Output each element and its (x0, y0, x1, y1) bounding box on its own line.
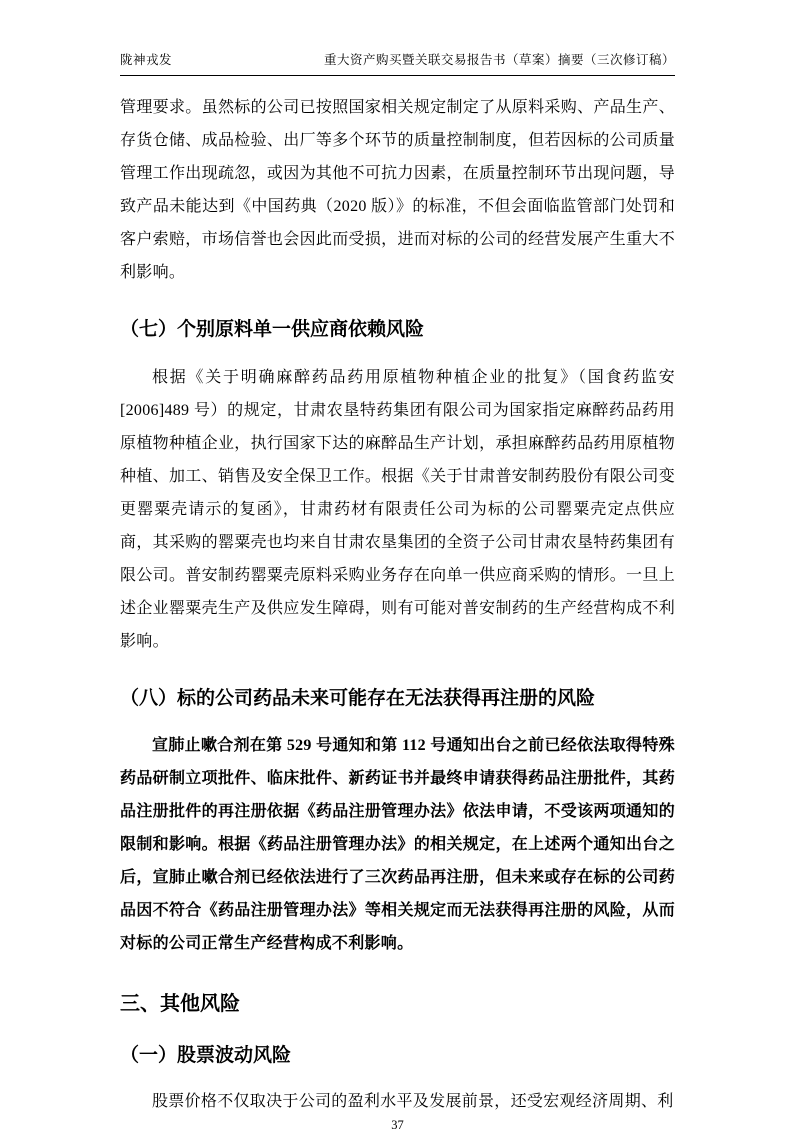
heading-chapter-3-other-risks: 三、其他风险 (120, 993, 240, 1016)
page-footer (120, 1118, 675, 1133)
paragraph-stock-volatility-intro: 股票价格不仅取决于公司的盈利水平及发展前景，还受宏观经济周期、利 (152, 1092, 674, 1110)
heading-section-7-single-supplier-risk: （七）个别原料单一供应商依赖风险 (120, 319, 425, 340)
page-header (120, 50, 675, 76)
header-company-name: 陇神戎发 (120, 53, 173, 67)
heading-stock-volatility-risk: （一）股票波动风险 (120, 1045, 292, 1067)
paragraph-single-supplier-risk: 根据《关于明确麻醉药品药用原植物种植企业的批复》（国食药监安[2006]489 号）的规定，甘肃农垦特药集团有限公司为国家指定麻醉药品药用原植物种植企业，执行国家下达的麻醉品生产计划，承担麻醉药品药用原植物种植、加工、销售及安全保卫工作。根据《关于甘肃普安制药股份有限公司变更罂粟壳请示的复函》，甘肃药材有限责任公司为标的公司罂粟壳定点供应商，其采购的罂粟壳也均来自甘肃农垦集团的全资子公司甘肃农垦特药集团有限公司。普安制药罂粟壳原料采购业务存在向单一供应商采购的情形。一旦上述企业罂粟壳生产及供应发生障碍，则有可能对普安制药的生产经营构成不利影响。 (120, 368, 675, 650)
page-number: 37 (391, 1117, 404, 1132)
paragraph-quality-control-risk: 管理要求。虽然标的公司已按照国家相关规定制定了从原料采购、产品生产、存货仓储、成品检验、出厂等多个环节的质量控制制度，但若因标的公司质量管理工作出现疏忽，或因为其他不可抗力因素，在质量控制环节出现问题，导致产品未能达到《中国药典（2020 版）》的标准，不但会面临监管部门处罚和客户索赔，市场信誉也会因此而受损，进而对标的公司的经营发展产生重大不利影响。 (120, 99, 675, 281)
page-content (120, 91, 675, 1118)
heading-section-8-reregistration-risk: （八）标的公司药品未来可能存在无法获得再注册的风险 (120, 687, 596, 709)
header-document-title: 重大资产购买暨关联交易报告书（草案）摘要（三次修订稿） (323, 53, 675, 67)
paragraph-reregistration-risk: 宣肺止嗽合剂在第 529 号通知和第 112 号通知出台之前已经依法取得特殊药品研制立项批件、临床批件、新药证书并最终申请获得药品注册批件，其药品注册批件的再注册依据《药品注册管理办法》依法申请，不受该两项通知的限制和影响。根据《药品注册管理办法》的相关规定，在上述两个通知出台之后，宣肺止嗽合剂已经依法进行了三次药品再注册，但未来或存在标的公司药品因不符合《药品注册管理办法》等相关规定而无法获得再注册的风险，从而对标的公司正常生产经营构成不利影响。 (120, 737, 675, 953)
